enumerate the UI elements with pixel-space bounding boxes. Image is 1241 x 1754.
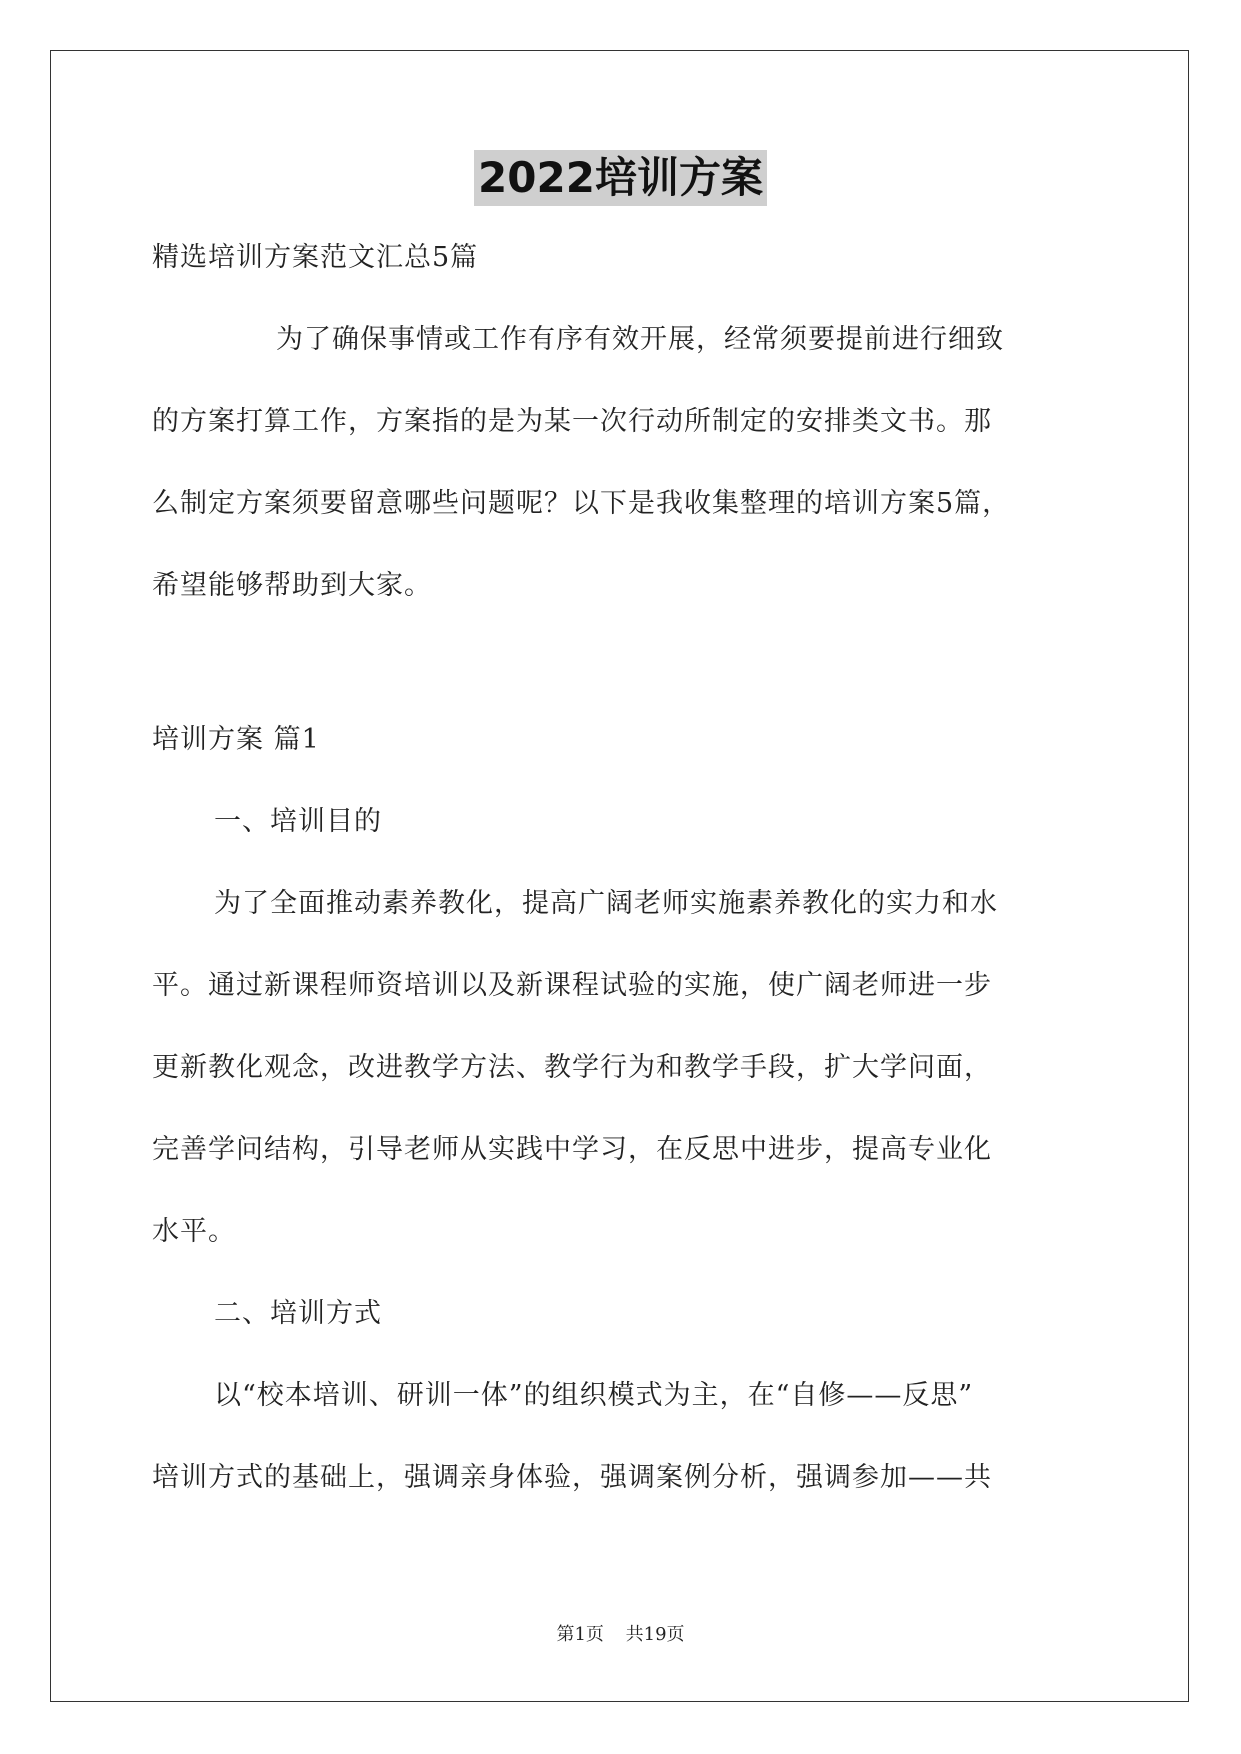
document-body (152, 228, 1092, 1530)
document-title: 2022培训方案 (474, 150, 767, 206)
paragraph-line: 更新教化观念，改进教学方法、教学行为和教学手段，扩大学问面， (152, 1052, 992, 1083)
section-title: 培训方案 篇1 (152, 724, 320, 755)
spacer (152, 638, 1092, 710)
page-footer (0, 1620, 1241, 1646)
title-wrap (0, 150, 1241, 206)
intro-line: 为了确保事情或工作有序有效开展，经常须要提前进行细致 (276, 324, 1004, 355)
paragraph-line: 培训方式的基础上，强调亲身体验，强调案例分析，强调参加——共 (152, 1462, 992, 1493)
intro-line: 希望能够帮助到大家。 (152, 570, 432, 601)
paragraph-line: 完善学问结构，引导老师从实践中学习，在反思中进步，提高专业化 (152, 1134, 992, 1165)
paragraph-line: 为了全面推动素养教化，提高广阔老师实施素养教化的实力和水 (214, 888, 998, 919)
intro-line: 的方案打算工作，方案指的是为某一次行动所制定的安排类文书。那 (152, 406, 992, 437)
paragraph-line: 水平。 (152, 1216, 236, 1247)
paragraph-line: 以“校本培训、研训一体”的组织模式为主，在“自修——反思” (214, 1380, 974, 1411)
heading-training-method: 二、培训方式 (214, 1298, 382, 1329)
document-subtitle: 精选培训方案范文汇总5篇 (152, 242, 479, 273)
paragraph-line: 平。通过新课程师资培训以及新课程试验的实施，使广阔老师进一步 (152, 970, 992, 1001)
page-number: 第1页 (556, 1624, 604, 1645)
intro-paragraph (152, 310, 1092, 638)
intro-line: 么制定方案须要留意哪些问题呢？以下是我收集整理的培训方案5篇， (152, 488, 1011, 519)
method-paragraph (152, 1366, 1092, 1530)
purpose-paragraph (152, 874, 1092, 1284)
page-total: 共19页 (625, 1624, 685, 1645)
heading-training-purpose: 一、培训目的 (214, 806, 382, 837)
